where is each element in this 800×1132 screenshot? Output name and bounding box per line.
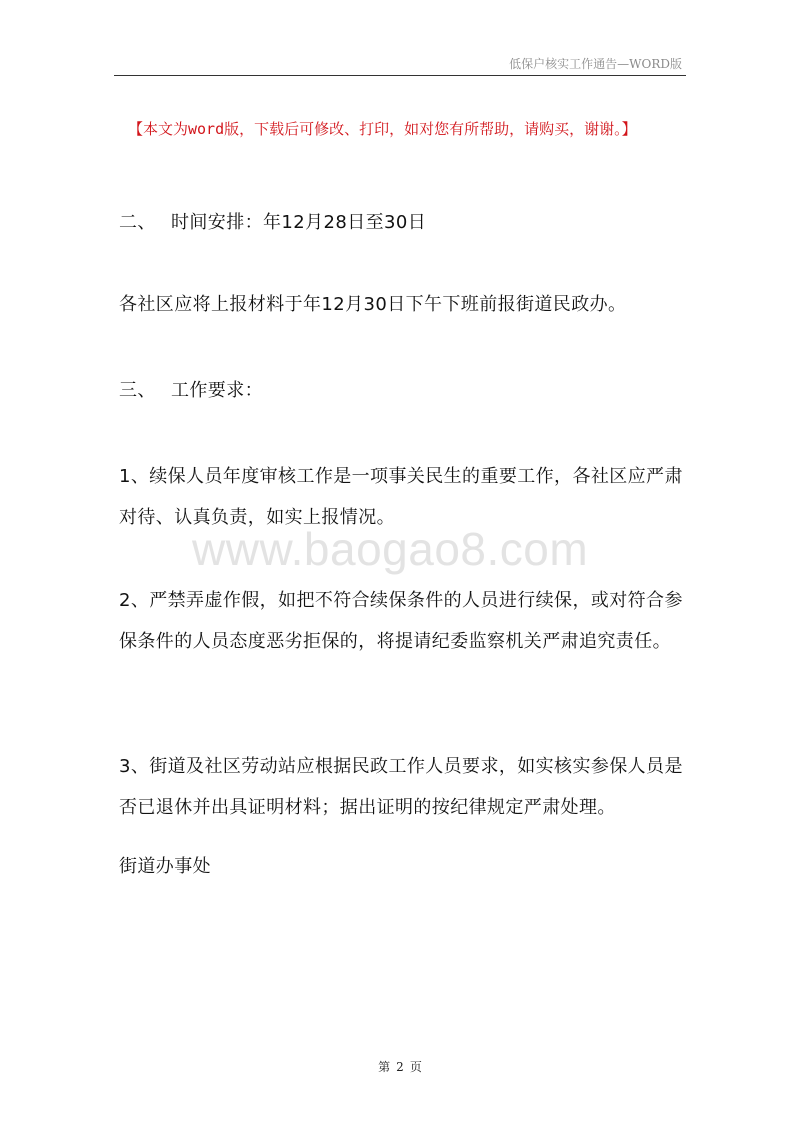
requirement-item-3: 3、街道及社区劳动站应根据民政工作人员要求，如实核实参保人员是否已退休并出具证明材料；据出证明的按纪律规定严肃处理。: [119, 756, 683, 818]
section-number: 三、: [119, 380, 156, 401]
section-number: 二、: [119, 212, 156, 233]
signature: 街道办事处: [119, 856, 211, 877]
section-requirements-text: 工作要求：: [171, 380, 263, 401]
section-requirements: [119, 370, 687, 411]
section-schedule: [119, 202, 687, 243]
footer-suffix: 页: [409, 1060, 422, 1074]
watermark: www.baogao8.com: [192, 523, 589, 575]
requirement-item-2: 2、严禁弄虚作假，如把不符合续保条件的人员进行续保，或对符合参保条件的人员态度恶劣拒保的，将提请纪委监察机关严肃追究责任。: [119, 590, 683, 652]
footer-prefix: 第: [378, 1060, 391, 1074]
header-title: 低保户核实工作通告—WORD版: [509, 57, 682, 71]
purchase-notice: 【本文为word版，下载后可修改、打印，如对您有所帮助，请购买，谢谢。】: [128, 120, 637, 138]
requirement-item-1: 1、续保人员年度审核工作是一项事关民生的重要工作，各社区应严肃对待、认真负责，如实上报情况。: [119, 466, 683, 528]
section-schedule-text: 时间安排：年12月28日至30日: [171, 212, 427, 233]
footer-page-number: 2: [396, 1060, 404, 1074]
submission-paragraph: 各社区应将上报材料于年12月30日下午下班前报街道民政办。: [119, 294, 627, 315]
page-footer: [0, 1058, 800, 1075]
header-divider: [114, 75, 686, 76]
